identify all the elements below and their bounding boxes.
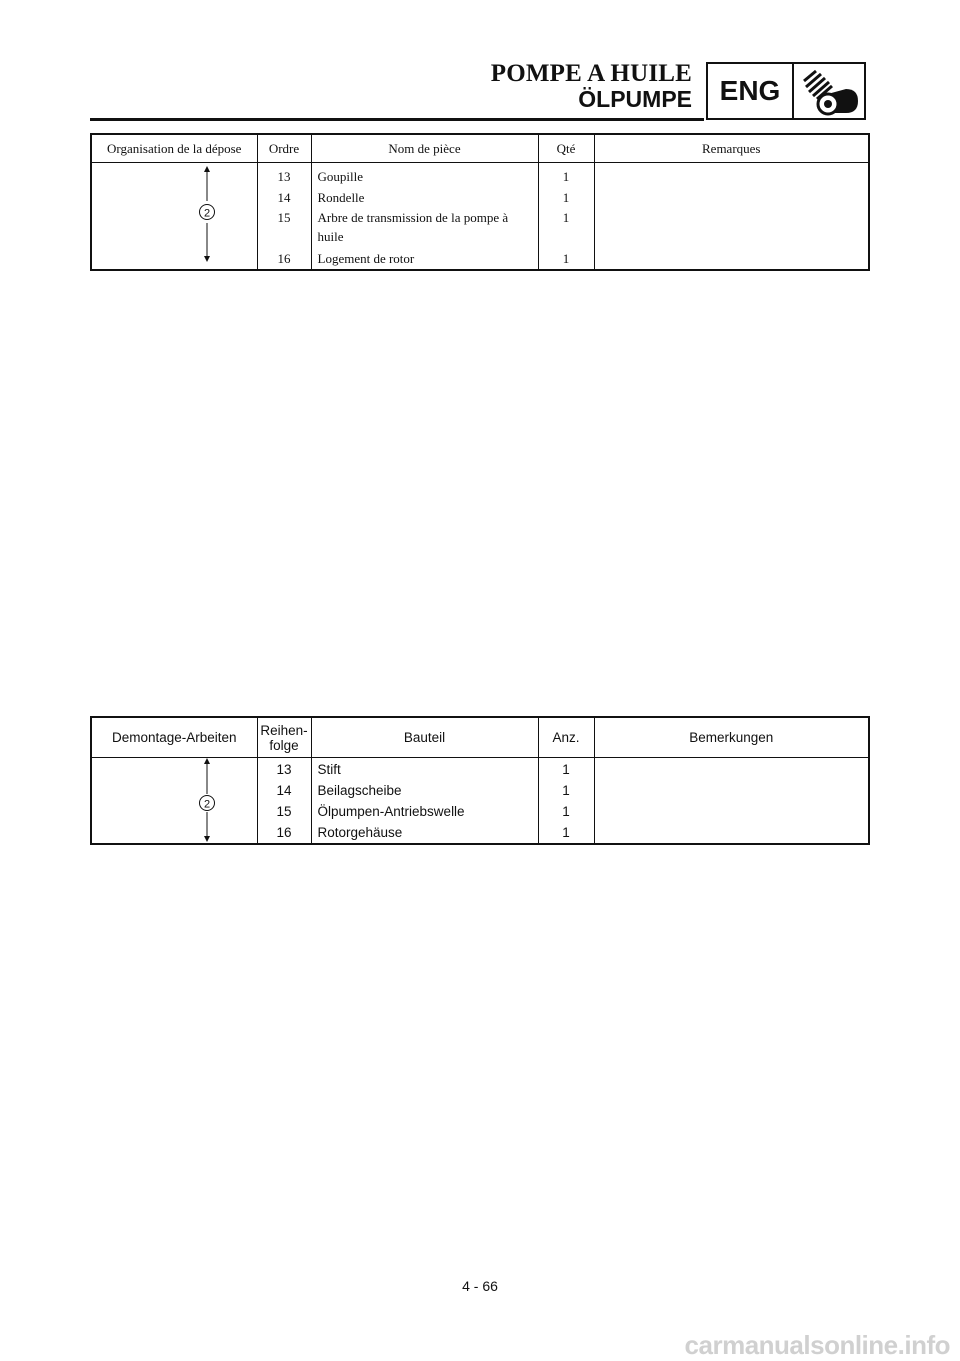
page-title-de: ÖLPUMPE	[578, 86, 692, 112]
part-name-cell: Ölpumpen-Antriebswelle	[317, 804, 465, 819]
remarks-cell	[594, 758, 869, 845]
quantity-cell: 1	[562, 804, 570, 819]
header-order	[257, 717, 311, 758]
header-quantity: Anz.	[538, 717, 594, 758]
order-cell: 15	[277, 210, 291, 225]
group-range-arrow	[92, 758, 258, 844]
quantity-cell: 1	[562, 251, 570, 266]
part-name-cell: Rondelle	[317, 190, 365, 205]
header-quantity: Qté	[538, 134, 594, 163]
part-name-cell: Stift	[317, 762, 341, 777]
quantity-cell: 1	[562, 825, 570, 840]
order-cell: 15	[276, 804, 292, 819]
header-remarks: Bemerkungen	[594, 717, 869, 758]
quantity-cell: 1	[562, 762, 570, 777]
part-name-cell: Arbre de transmission de la pompe à huile	[317, 210, 509, 244]
group-range-arrow	[92, 163, 258, 267]
removal-step-group	[91, 758, 257, 845]
order-cell: 14	[277, 190, 291, 205]
group-marker: 2	[203, 207, 211, 220]
order-cell: 16	[277, 251, 291, 266]
order-cell: 14	[276, 783, 292, 798]
part-name-cell: Rotorgehäuse	[317, 825, 403, 840]
part-name-cell: Goupille	[317, 169, 363, 184]
quantity-cell: 1	[562, 169, 570, 184]
remarks-cell	[594, 163, 869, 271]
header-remarks: Remarques	[594, 134, 869, 163]
header-removal-steps: Demontage-Arbeiten	[91, 717, 257, 758]
quantity-cell: 1	[562, 190, 570, 205]
header-part-name: Bauteil	[311, 717, 538, 758]
engine-icon	[794, 64, 864, 118]
order-cell: 16	[276, 825, 292, 840]
table-header-row	[91, 134, 869, 163]
page-title-fr: POMPE A HUILE	[490, 60, 692, 87]
parts-table-fr	[90, 133, 870, 271]
header-order-line2: folge	[269, 737, 299, 753]
section-badge	[706, 62, 866, 120]
header-part-name: Nom de pièce	[311, 134, 538, 163]
quantity-cell: 1	[562, 210, 570, 225]
group-marker: 2	[203, 798, 211, 811]
header-rule	[90, 118, 704, 121]
page-number: 4 - 66	[462, 1278, 498, 1294]
header-removal-steps: Organisation de la dépose	[91, 134, 257, 163]
order-cell: 13	[277, 169, 291, 184]
section-badge-label: ENG	[708, 64, 794, 118]
header-order: Ordre	[257, 134, 311, 163]
part-name-cell: Logement de rotor	[317, 251, 415, 266]
order-cell: 13	[276, 762, 292, 777]
watermark: carmanualsonline.info	[684, 1330, 950, 1360]
part-name-cell: Beilagscheibe	[317, 783, 402, 798]
removal-step-group	[91, 163, 257, 271]
table-header-row	[91, 717, 869, 758]
header-order-line1: Reihen-	[260, 722, 308, 738]
parts-table-de	[90, 716, 870, 845]
quantity-cell: 1	[562, 783, 570, 798]
